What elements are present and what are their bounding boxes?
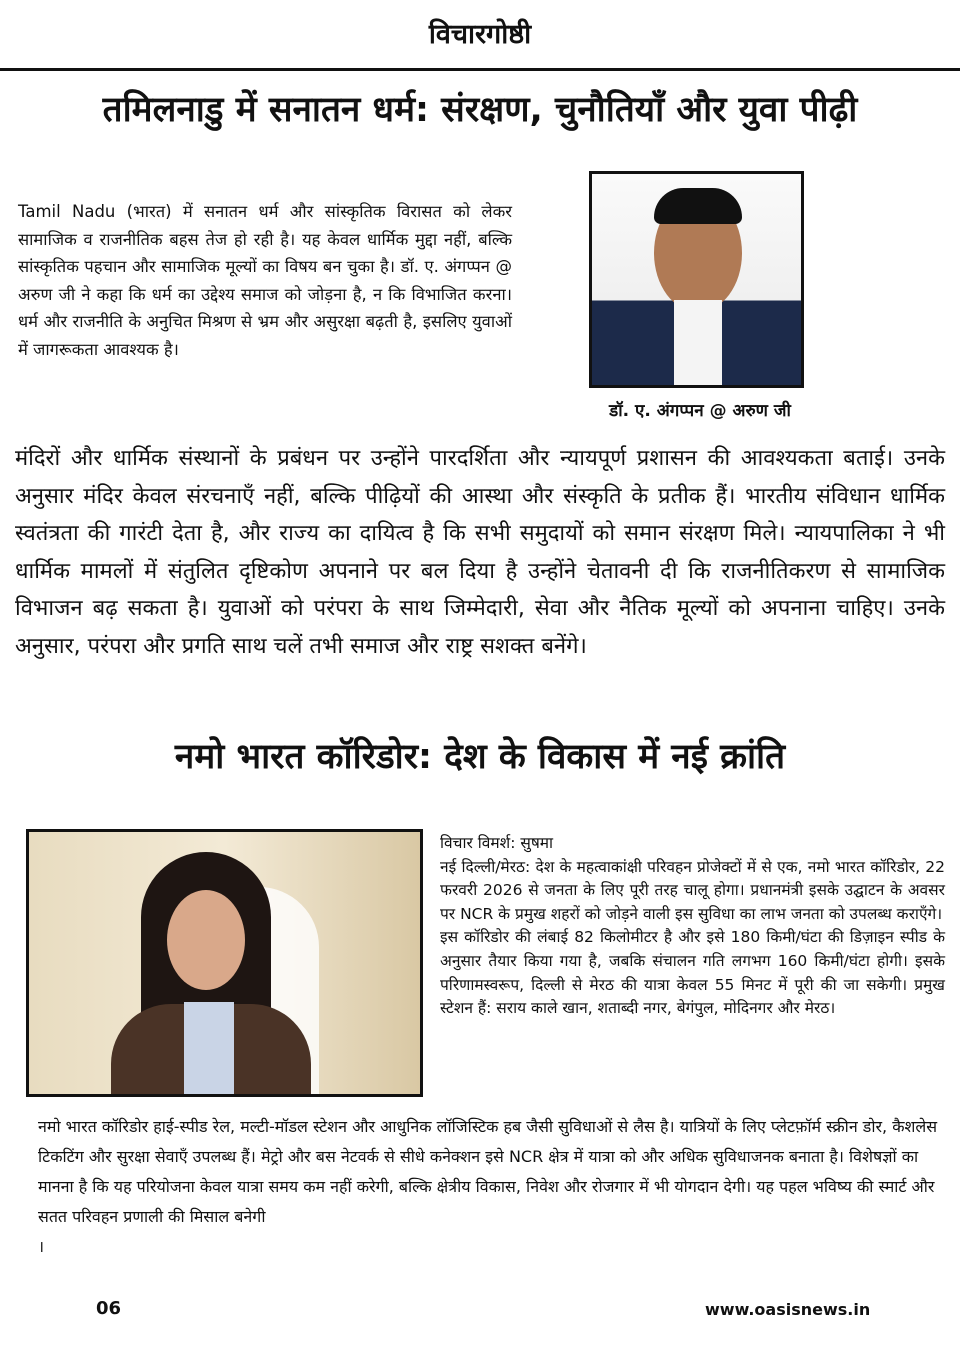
portrait-hair xyxy=(654,188,742,224)
article1-headline: तमिलनाडु में सनातन धर्म: संरक्षण, चुनौतियाँ और युवा पीढ़ी xyxy=(102,90,858,130)
byline: विचार विमर्श: सुषमा xyxy=(440,834,554,852)
portrait-face xyxy=(167,890,245,990)
website-link[interactable]: www.oasisnews.in xyxy=(705,1300,871,1319)
portrait-shirt xyxy=(674,300,722,388)
header-divider xyxy=(0,68,960,71)
section-title: विचारगोष्ठी xyxy=(428,19,532,50)
article2-headline: नमो भारत कॉरिडोर: देश के विकास में नई क्रांति xyxy=(174,737,786,777)
article2-body: नमो भारत कॉरिडोर हाई-स्पीड रेल, मल्टी-मॉडल स्टेशन और आधुनिक लॉजिस्टिक हब जैसी सुविधाओं से लैस है। यात्रियों के लिए प्लेटफ़ॉर्म स्क्रीन डोर, कैशलेस टिकटिंग और सुरक्षा सेवाएँ उपलब्ध हैं। मेट्रो और बस नेटवर्क से सीधे कनेक्शन इसे NCR क्षेत्र में यात्रा को और अधिक सुविधाजनक बनाता है। विशेषज्ञों का मानना है कि यह परियोजना केवल यात्रा समय कम नहीं करेगी, बल्कि क्षेत्रीय विकास, निवेश और रोजगार में भी योगदान देगी। यह पहल भविष्य की स्मार्ट और सतत परिवहन प्रणाली की मिसाल बनेगी xyxy=(38,1117,938,1226)
photo-caption: डॉ. ए. अंगप्पन @ अरुण जी xyxy=(609,401,791,421)
article2-para2: इस कॉरिडोर की लंबाई 82 किलोमीटर है और इसे 180 किमी/घंटा की डिज़ाइन स्पीड के अनुसार तैयार किया गया है, जबकि संचालन गति लगभग 160 किमी/घंटा होगी। इसके परिणामस्वरूप, दिल्ली से मेरठ की यात्रा केवल 55 मिनट में पूरी की जा सकेगी। प्रमुख स्टेशन हैं: सराय काले खान, शताब्दी नगर, बेगंपुल, मोदिनगर और मेरठ। xyxy=(440,928,945,1018)
article1-portrait-photo xyxy=(589,171,804,388)
article1-body: मंदिरों और धार्मिक संस्थानों के प्रबंधन पर उन्होंने पारदर्शिता और न्यायपूर्ण प्रशासन की आवश्यकता बताई। उनके अनुसार मंदिर केवल संरचनाएँ नहीं, बल्कि पीढ़ियों की आस्था और संस्कृति के प्रतीक हैं। भारतीय संविधान धार्मिक स्वतंत्रता की गारंटी देता है, और राज्य का दायित्व है कि सभी समुदायों को समान संरक्षण मिले। न्यायपालिका ने भी धार्मिक मामलों में संतुलित दृष्टिकोण अपनाने पर बल दिया है उन्होंने चेतावनी दी कि राजनीतिकरण से सामाजिक विभाजन बढ़ सकता है। युवाओं को परंपरा के साथ जिम्मेदारी, सेवा और नैतिक मूल्यों को अपनाना चाहिए। उनके अनुसार, परंपरा और प्रगति साथ चलें तभी समाज और राष्ट्र सशक्त बनेंगे। xyxy=(15,446,945,659)
article2-para1: नई दिल्ली/मेरठ: देश के महत्वाकांक्षी परिवहन प्रोजेक्टों में से एक, नमो भारत कॉरिडोर, 22 फरवरी 2026 से जनता के लिए पूरी तरह चालू होगा। प्रधानमंत्री इसके उद्घाटन के अवसर पर NCR के प्रमुख शहरों को जोड़ने वाली इस सुविधा का लाभ जनता को उपलब्ध कराएँगे। xyxy=(440,857,945,923)
article1-intro: Tamil Nadu (भारत) में सनातन धर्म और सांस्कृतिक विरासत को लेकर सामाजिक व राजनीतिक बहस तेज हो रही है। यह केवल धार्मिक मुद्दा नहीं, बल्कि सांस्कृतिक पहचान और सामाजिक मूल्यों का विषय बन चुका है। डॉ. ए. अंगप्पन @ अरुण जी ने कहा कि धर्म का उद्देश्य समाज को जोड़ना है, न कि विभाजित करना। धर्म और राजनीति के अनुचित मिश्रण से भ्रम और असुरक्षा बढ़ती है, इसलिए युवाओं में जागरूकता आवश्यक है। xyxy=(18,202,512,359)
page-number: 06 xyxy=(96,1298,122,1319)
article2-sidebar-text xyxy=(440,832,945,1021)
portrait-shirt xyxy=(184,1002,234,1097)
article2-body-block xyxy=(38,1112,945,1262)
article2-author-photo xyxy=(26,829,423,1097)
trailing-danda: । xyxy=(38,1237,45,1256)
